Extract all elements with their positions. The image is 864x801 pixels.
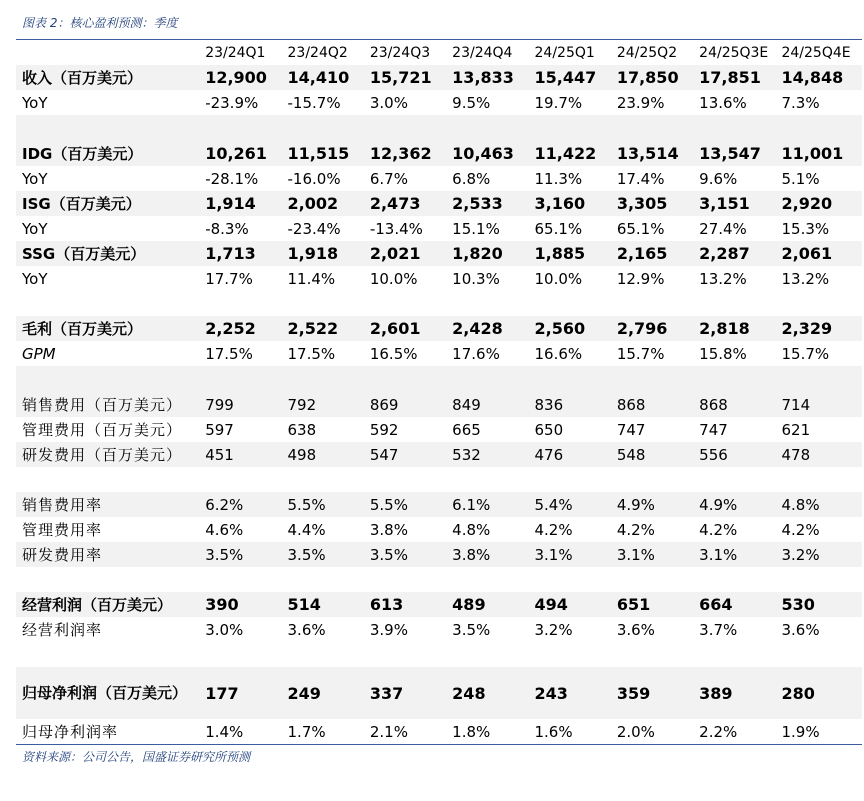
table-cell: 3.8% [369, 520, 408, 539]
table-row [16, 166, 862, 191]
table-cell: 3.5% [452, 620, 491, 639]
table-cell: 6.1% [446, 492, 528, 517]
table-cell: 3.5% [282, 542, 364, 567]
table-cell: 5.4% [529, 492, 611, 517]
table-cell: 530 [775, 592, 862, 617]
table-cell: 2,428 [446, 316, 528, 341]
table-cell: 4.2% [534, 520, 573, 539]
spacer-row [16, 115, 862, 141]
table-cell: 2,252 [199, 316, 281, 341]
table-cell: 12.9% [616, 269, 665, 288]
table-row [16, 442, 862, 467]
table-cell: 16.6% [534, 344, 583, 363]
table-cell: 389 [693, 667, 775, 719]
table-cell: 15.1% [452, 219, 500, 238]
table-cell: 17.5% [287, 344, 336, 363]
table-cell: 2,002 [282, 191, 364, 216]
table-cell: 1.7% [287, 722, 326, 741]
table-cell: 11,422 [529, 141, 611, 166]
table-cell: 1.8% [452, 722, 491, 741]
table-cell: 1.6% [534, 722, 573, 741]
table-cell: 651 [611, 592, 693, 617]
table-row [16, 241, 862, 266]
column-header: 23/24Q3 [369, 44, 431, 61]
row-label: 经营利润（百万美元） [16, 592, 199, 617]
table-cell: 2.0% [616, 722, 655, 741]
table-cell: 15,447 [529, 65, 611, 90]
table-cell: 4.2% [699, 520, 738, 539]
column-header: 24/25Q2 [616, 44, 678, 61]
table-cell: 14,410 [282, 65, 364, 90]
table-cell: 556 [693, 442, 775, 467]
table-cell: 248 [446, 667, 528, 719]
table-cell: 2,818 [693, 316, 775, 341]
spacer-row [16, 291, 862, 316]
table-cell: 2,165 [611, 241, 693, 266]
table-cell: 11.3% [534, 169, 583, 188]
table-cell: 13.2% [699, 269, 747, 288]
row-label: 管理费用率 [22, 521, 103, 539]
table-cell: 249 [282, 667, 364, 719]
table-cell: 9.6% [699, 169, 738, 188]
table-cell: 3.0% [205, 620, 244, 639]
table-cell: 10.3% [452, 269, 500, 288]
table-cell: 13,514 [611, 141, 693, 166]
table-cell: 15.7% [616, 344, 665, 363]
column-header: 23/24Q1 [205, 44, 266, 61]
table-cell: 4.9% [611, 492, 693, 517]
table-cell: 6.8% [452, 169, 491, 188]
table-row [16, 492, 862, 517]
table-cell: 17.5% [205, 344, 253, 363]
table-cell: 3.2% [775, 542, 862, 567]
table-cell: 12,900 [199, 65, 281, 90]
table-row [16, 90, 862, 115]
row-label: 管理费用（百万美元） [22, 421, 183, 439]
row-label: YoY [22, 219, 48, 238]
row-label: 经营利润率 [22, 621, 103, 639]
table-cell: 747 [699, 420, 728, 439]
row-label: 归母净利润（百万美元） [16, 667, 199, 719]
table-cell: -28.1% [205, 169, 259, 188]
table-row [16, 417, 862, 442]
table-cell: 359 [611, 667, 693, 719]
row-label: ISG（百万美元） [16, 191, 199, 216]
table-row [16, 341, 862, 366]
table-cell: 2,061 [775, 241, 862, 266]
table-cell: 7.3% [781, 93, 820, 112]
table-cell: 3,160 [529, 191, 611, 216]
table-cell: 547 [364, 442, 446, 467]
table-cell: -8.3% [205, 219, 249, 238]
table-cell: 9.5% [452, 93, 491, 112]
spacer-row [16, 642, 862, 667]
header-row [16, 40, 862, 65]
table-cell: 4.4% [287, 520, 326, 539]
table-cell: 11,515 [282, 141, 364, 166]
table-row [16, 191, 862, 216]
table-cell: 3.0% [369, 93, 408, 112]
table-cell: 514 [282, 592, 364, 617]
table-cell: 10.0% [369, 269, 418, 288]
table-cell: 2,329 [775, 316, 862, 341]
table-cell: 489 [446, 592, 528, 617]
figure-title: 图表 2：核心盈利预测：季度 [22, 16, 178, 30]
table-cell: 65.1% [616, 219, 665, 238]
table-cell: 16.5% [369, 344, 418, 363]
row-label: YoY [22, 93, 48, 112]
table-cell: 1,820 [446, 241, 528, 266]
table-row [16, 542, 862, 567]
forecast-table [16, 40, 862, 744]
table-cell: 10,463 [446, 141, 528, 166]
table-cell: 4.8% [775, 492, 862, 517]
table-cell: 664 [693, 592, 775, 617]
column-header: 24/25Q3E [699, 44, 769, 61]
table-cell: 2,920 [775, 191, 862, 216]
table-cell: 3,151 [693, 191, 775, 216]
table-cell: -23.9% [205, 93, 259, 112]
table-cell: 337 [364, 667, 446, 719]
table-cell: 665 [452, 420, 481, 439]
table-cell: 868 [693, 392, 775, 417]
table-cell: 2,533 [446, 191, 528, 216]
table-cell: 3.1% [529, 542, 611, 567]
table-cell: 15.7% [781, 344, 830, 363]
table-cell: 3,305 [611, 191, 693, 216]
table-cell: 1.4% [205, 722, 244, 741]
table-cell: 451 [199, 442, 281, 467]
table-cell: 597 [205, 420, 234, 439]
table-row [16, 517, 862, 542]
table-cell: 868 [611, 392, 693, 417]
table-cell: 532 [446, 442, 528, 467]
table-cell: 243 [529, 667, 611, 719]
row-label: 研发费用率 [16, 542, 199, 567]
table-row [16, 266, 862, 291]
table-cell: 2,796 [611, 316, 693, 341]
table-cell: 2,601 [364, 316, 446, 341]
table-row [16, 216, 862, 241]
table-cell: 613 [364, 592, 446, 617]
table-cell: 2.1% [369, 722, 408, 741]
table-cell: 17,851 [693, 65, 775, 90]
table-cell: 4.2% [781, 520, 820, 539]
table-cell: 15.8% [699, 344, 747, 363]
table-cell: -15.7% [287, 93, 341, 112]
table-cell: 592 [369, 420, 399, 439]
table-cell: 849 [446, 392, 528, 417]
table-cell: 4.9% [693, 492, 775, 517]
row-label: 研发费用（百万美元） [16, 442, 199, 467]
table-cell: 836 [529, 392, 611, 417]
table-cell: 3.6% [781, 620, 820, 639]
table-cell: 638 [287, 420, 317, 439]
table-cell: 177 [199, 667, 281, 719]
table-cell: 17.7% [205, 269, 253, 288]
table-cell: 3.5% [364, 542, 446, 567]
table-cell: 1,885 [529, 241, 611, 266]
table-cell: 478 [775, 442, 862, 467]
table-cell: 6.2% [199, 492, 281, 517]
table-cell: 12,362 [364, 141, 446, 166]
column-header: 23/24Q2 [287, 44, 348, 61]
column-header: 24/25Q1 [534, 44, 595, 61]
table-cell: 10,261 [199, 141, 281, 166]
table-cell: -13.4% [369, 219, 423, 238]
table-cell: 2,560 [529, 316, 611, 341]
table-cell: 15.3% [781, 219, 830, 238]
table-cell: 6.7% [369, 169, 408, 188]
table-cell: -16.0% [287, 169, 341, 188]
table-cell: 5.5% [364, 492, 446, 517]
table-row [16, 667, 862, 719]
table-cell: 27.4% [699, 219, 747, 238]
table-cell: 17.6% [452, 344, 500, 363]
table-cell: 494 [529, 592, 611, 617]
table-cell: 5.5% [282, 492, 364, 517]
row-label: IDG（百万美元） [16, 141, 199, 166]
column-header: 24/25Q4E [781, 44, 851, 61]
table-cell: 3.2% [534, 620, 573, 639]
table-cell: 13,833 [446, 65, 528, 90]
table-cell: 2,021 [364, 241, 446, 266]
table-cell: 792 [282, 392, 364, 417]
table-cell: 476 [529, 442, 611, 467]
table-cell: 1,918 [282, 241, 364, 266]
table-cell: 65.1% [534, 219, 583, 238]
bottom-rule [16, 744, 862, 745]
table-cell: 498 [282, 442, 364, 467]
table-cell: 799 [199, 392, 281, 417]
table-row [16, 392, 862, 417]
table-cell: 3.1% [611, 542, 693, 567]
table-cell: 280 [775, 667, 862, 719]
source-note: 资料来源：公司公告，国盛证券研究所预测 [22, 750, 251, 764]
row-label: GPM [22, 344, 56, 363]
table-cell: 23.9% [616, 93, 665, 112]
table-cell: 621 [781, 420, 811, 439]
table-cell: 747 [616, 420, 646, 439]
table-row [16, 592, 862, 617]
table-cell: 3.7% [699, 620, 738, 639]
row-label: SSG（百万美元） [16, 241, 199, 266]
table-cell: 869 [364, 392, 446, 417]
table-cell: 650 [534, 420, 564, 439]
table-row [16, 316, 862, 341]
table-cell: 14,848 [775, 65, 862, 90]
table-cell: -23.4% [287, 219, 341, 238]
table-cell: 13.2% [781, 269, 830, 288]
table-row [16, 141, 862, 166]
row-label: YoY [22, 269, 48, 288]
table-row [16, 617, 862, 642]
table-cell: 3.6% [616, 620, 655, 639]
table-cell: 17,850 [611, 65, 693, 90]
table-cell: 714 [775, 392, 862, 417]
spacer-row [16, 567, 862, 592]
table-cell: 10.0% [534, 269, 583, 288]
table-cell: 11.4% [287, 269, 336, 288]
table-cell: 3.5% [199, 542, 281, 567]
table-cell: 4.2% [616, 520, 655, 539]
table-cell: 2,287 [693, 241, 775, 266]
row-label: 收入（百万美元） [16, 65, 199, 90]
table-cell: 4.6% [205, 520, 244, 539]
table-cell: 5.1% [781, 169, 820, 188]
table-cell: 11,001 [775, 141, 862, 166]
table-row [16, 65, 862, 90]
row-label: 销售费用率 [16, 492, 199, 517]
table-cell: 2,473 [364, 191, 446, 216]
row-label: YoY [22, 169, 48, 188]
table-cell: 3.8% [446, 542, 528, 567]
table-cell: 15,721 [364, 65, 446, 90]
table-cell: 13.6% [699, 93, 747, 112]
table-cell: 390 [199, 592, 281, 617]
row-label: 毛利（百万美元） [16, 316, 199, 341]
table-cell: 13,547 [693, 141, 775, 166]
table-cell: 2,522 [282, 316, 364, 341]
table-cell: 1,713 [199, 241, 281, 266]
table-cell: 548 [611, 442, 693, 467]
table-cell: 17.4% [616, 169, 665, 188]
table-cell: 3.9% [369, 620, 408, 639]
table-cell: 4.8% [452, 520, 491, 539]
table-cell: 2.2% [699, 722, 738, 741]
column-header: 23/24Q4 [452, 44, 513, 61]
table-cell: 3.6% [287, 620, 326, 639]
header-blank [16, 40, 199, 65]
table-cell: 1,914 [199, 191, 281, 216]
row-label: 销售费用（百万美元） [16, 392, 199, 417]
table-row [16, 719, 862, 744]
table-cell: 3.1% [693, 542, 775, 567]
table-cell: 19.7% [534, 93, 583, 112]
table-cell: 1.9% [781, 722, 820, 741]
spacer-row [16, 366, 862, 392]
spacer-row [16, 467, 862, 492]
row-label: 归母净利润率 [22, 723, 119, 741]
